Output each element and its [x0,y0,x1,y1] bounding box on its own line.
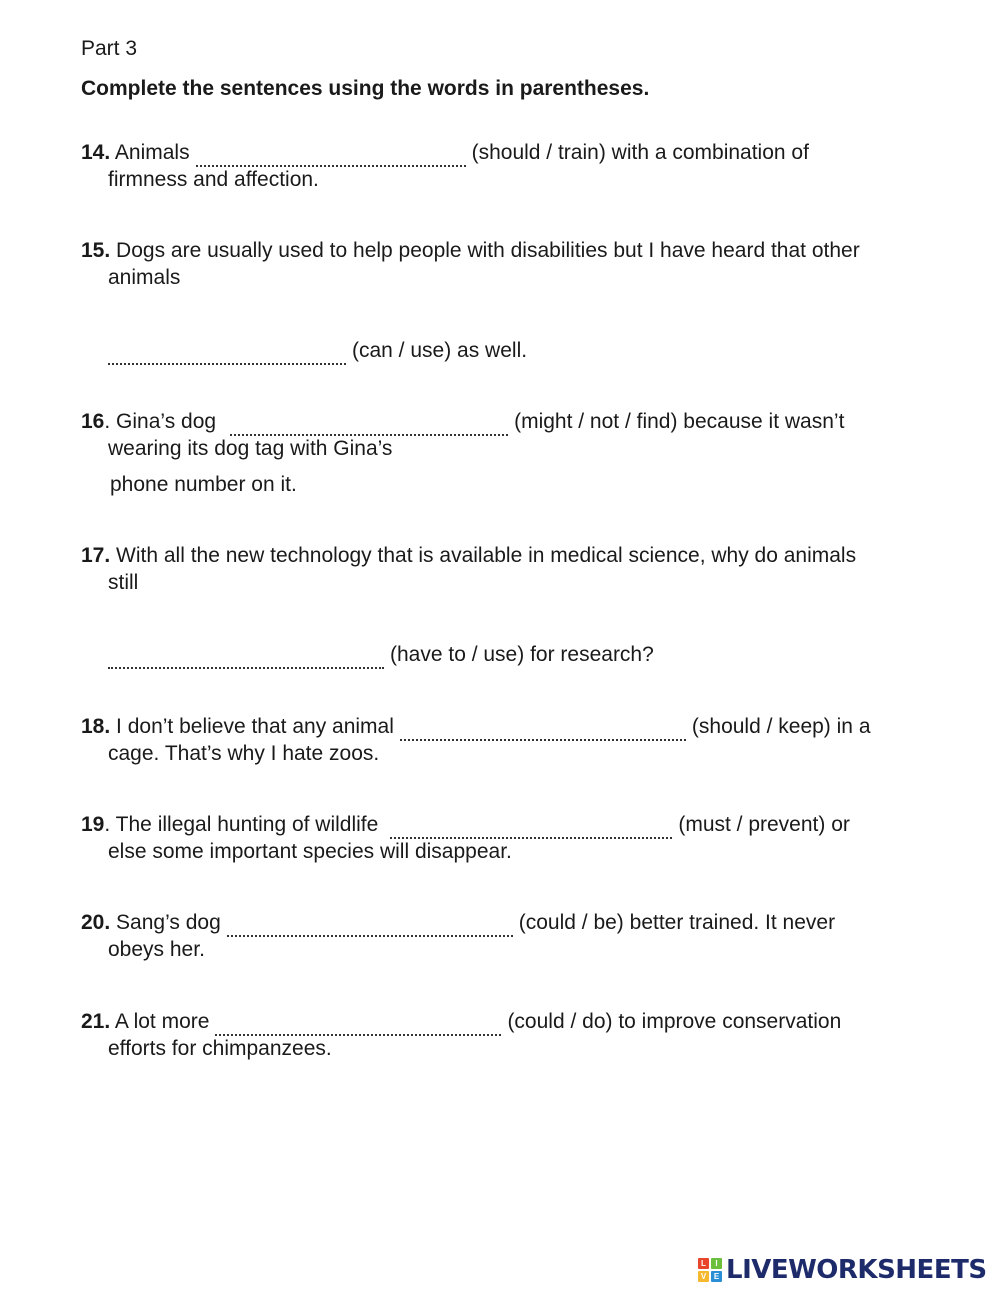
question-number: 14. [81,141,111,164]
question-hint: (must / prevent) or [678,813,850,836]
question-20 [81,909,835,937]
question-17-continued: still [108,571,139,594]
question-hint: (might / not / find) because it wasn’t [514,410,845,433]
question-number: 17. [81,544,111,567]
liveworksheets-logo [698,1255,987,1285]
question-text: Sang’s dog [116,911,221,934]
question-hint: (should / keep) in a [691,715,871,738]
question-17-answer-line [102,641,654,669]
question-text: With all the new technology that is available in medical science, why do animals [116,544,857,567]
logo-tile: V [698,1271,709,1282]
question-hint: (can / use) as well. [352,339,528,362]
question-20-continued: obeys her. [108,938,205,961]
question-number-punct: . [104,410,111,433]
question-19 [81,811,850,839]
question-14-continued: firmness and affection. [108,168,319,191]
logo-text: LIVEWORKSHEETS [726,1254,987,1285]
answer-input-17[interactable] [108,645,384,669]
question-16 [81,408,844,436]
question-number: 20. [81,911,111,934]
logo-tiles-icon [698,1258,722,1282]
question-text: Animals [114,141,190,164]
question-hint: (could / do) to improve conservation [507,1010,842,1033]
question-text: A lot more [114,1010,210,1033]
question-text: Dogs are usually used to help people with disabilities but I have heard that other [116,239,860,262]
question-15-answer-line [102,337,527,365]
question-21 [81,1008,841,1036]
question-number: 18. [81,715,111,738]
answer-input-18[interactable] [400,717,686,741]
question-text: I don’t believe that any animal [116,715,394,738]
part-label: Part 3 [81,37,138,60]
question-number: 15. [81,239,111,262]
answer-input-21[interactable] [215,1012,501,1036]
question-16-continued-2: phone number on it. [110,473,297,496]
logo-tile: E [711,1271,722,1282]
question-17 [81,542,856,569]
question-number: 19 [81,813,105,836]
answer-input-20[interactable] [227,913,513,937]
question-hint: (should / train) with a combination of [471,141,809,164]
question-text: Gina’s dog [116,410,217,433]
question-19-continued: else some important species will disappear. [108,840,512,863]
question-15-continued: animals [108,266,181,289]
question-14 [81,139,809,167]
answer-input-16[interactable] [230,412,508,436]
question-number-punct: . [104,813,111,836]
question-number: 21. [81,1010,111,1033]
question-21-continued: efforts for chimpanzees. [108,1037,332,1060]
instruction-heading: Complete the sentences using the words in parentheses. [81,77,650,100]
answer-input-15[interactable] [108,341,346,365]
logo-tile: I [711,1258,722,1269]
logo-tile: L [698,1258,709,1269]
question-hint: (have to / use) for research? [390,643,654,666]
question-16-continued: wearing its dog tag with Gina’s [108,437,393,460]
question-15 [81,237,860,264]
question-text: The illegal hunting of wildlife [115,813,379,836]
answer-input-14[interactable] [196,143,466,167]
answer-input-19[interactable] [390,815,672,839]
question-hint: (could / be) better trained. It never [518,911,836,934]
question-18 [81,713,871,741]
question-number: 16 [81,410,105,433]
question-18-continued: cage. That’s why I hate zoos. [108,742,380,765]
